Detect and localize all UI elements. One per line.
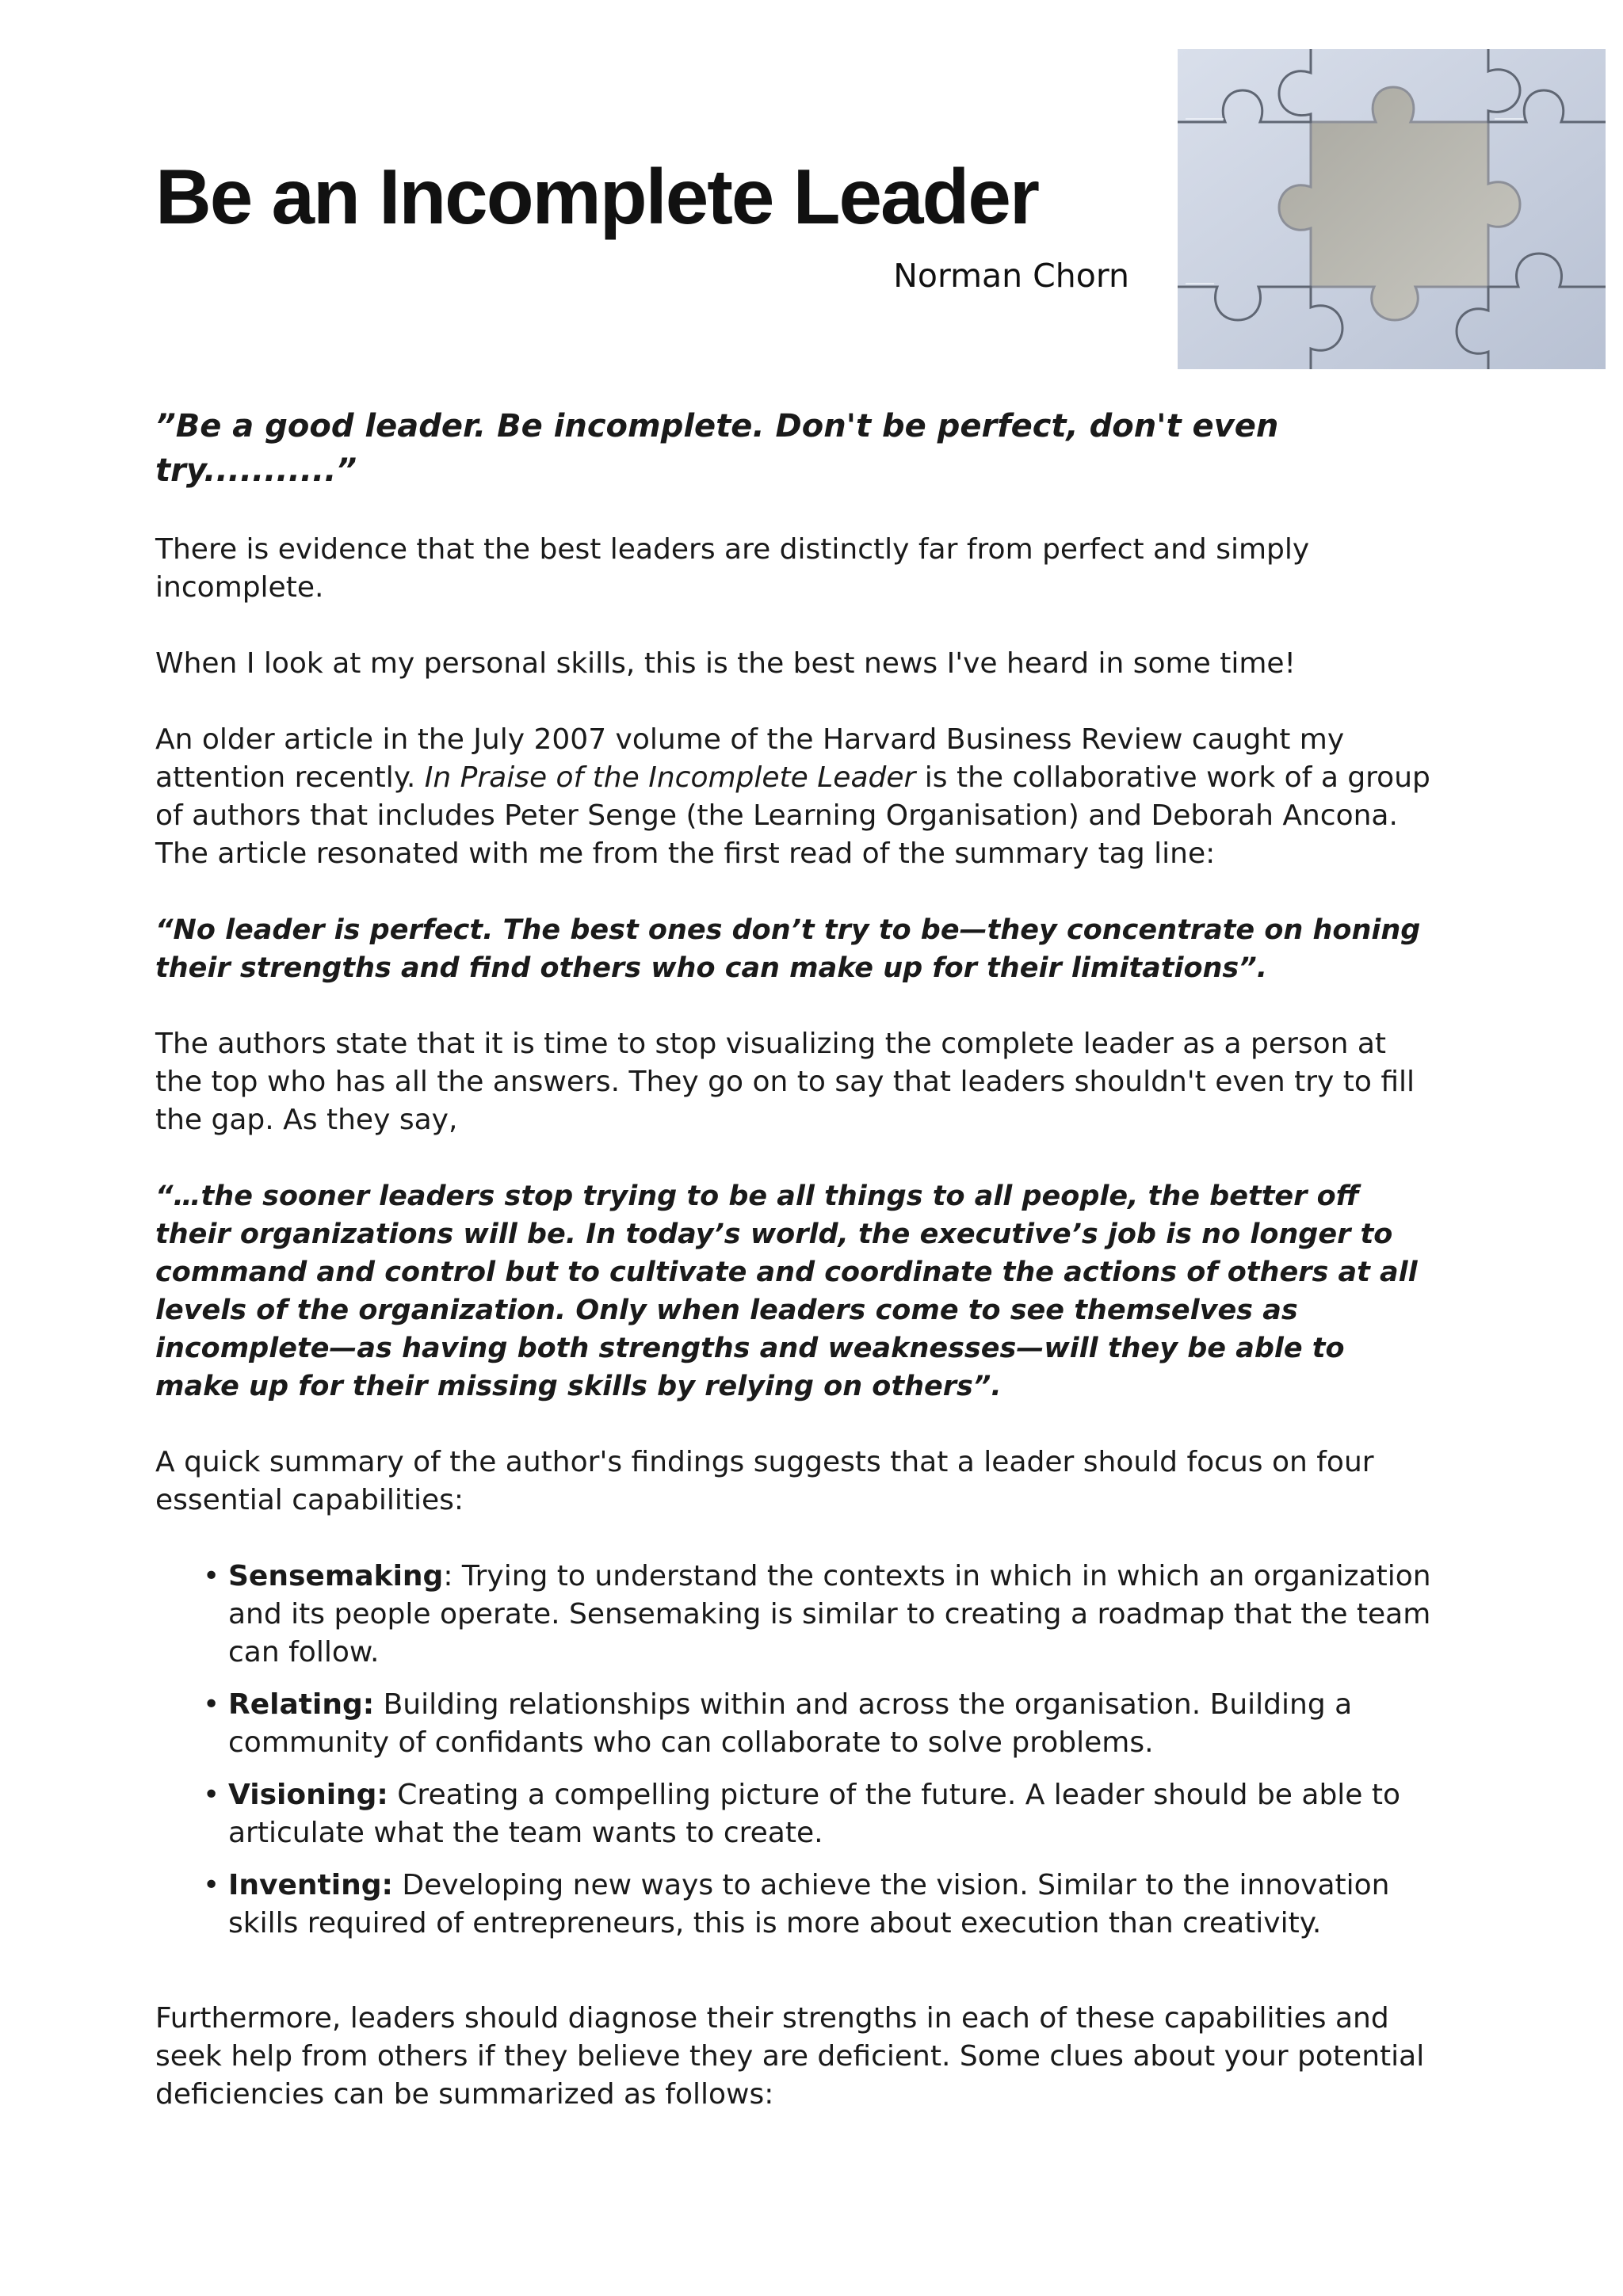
paragraph-3: [155, 721, 1431, 873]
capability-desc: Building relationships within and across the organisation. Building a community of confidants who can collaborate to solve problems.: [228, 1688, 1353, 1759]
capability-term: Visioning:: [228, 1779, 388, 1811]
capability-desc: Developing new ways to achieve the vision. Similar to the innovation skills required of entrepreneurs, this is more about execution than creativity.: [228, 1869, 1390, 1939]
article-body: [155, 404, 1431, 2152]
list-item: [228, 1776, 1431, 1852]
authors-quote: “…the sooner leaders stop trying to be all things to all people, the better off their organizations will be. In today’s world, the executive’s job is no longer to command and control but to cultivate and coordinate the actions of others at all levels of the organization. Only when leaders come to see themselves as incomplete—as having both strengths and weaknesses—will they be able to make up for their missing skills by relying on others”.: [155, 1180, 1418, 1402]
capability-term: Inventing:: [228, 1869, 393, 1901]
list-item: • Sensemaking: Trying to understand the contexts in which in which an organization and its people operate. Sensemaking is similar to creating a roadmap that the team can follow.: [228, 1558, 1431, 1672]
capability-term: Sensemaking: [228, 1560, 444, 1592]
article-author: Norman Chorn: [893, 257, 1129, 295]
capabilities-list: [155, 1558, 1431, 1943]
paragraph-5: A quick summary of the author's findings suggests that a leader should focus on four essential capabilities:: [155, 1446, 1374, 1516]
paragraph-3-end: is the collaborative work of a group of authors that includes Peter Senge (the Learning Organisation) and Deborah Ancona. The article resonated with me from the first read of the summary tag line:: [155, 761, 1430, 870]
paragraph-2: When I look at my personal skills, this is the best news I've heard in some time!: [155, 647, 1296, 680]
summary-quote: “No leader is perfect. The best ones don’t try to be—they concentrate on honing their strengths and find others who can make up for their limitations”.: [155, 914, 1421, 984]
list-item: [228, 1686, 1431, 1762]
capability-term: Relating:: [228, 1688, 375, 1721]
capability-desc: Trying to understand the contexts in which in which an organization and its people operate. Sensemaking is similar to creating a roadmap that the team can follow.: [228, 1560, 1431, 1669]
puzzle-image: [1178, 49, 1606, 369]
paragraph-4: The authors state that it is time to stop visualizing the complete leader as a person at the top who has all the answers. They go on to say that leaders shouldn't even try to fill the gap. As they say,: [155, 1028, 1415, 1136]
spacer: [155, 1981, 1431, 2000]
paragraph-3-start: An older article in the July 2007 volume of the Harvard Business Review caught my attention recently.: [155, 723, 1345, 794]
article-reference-title: In Praise of the Incomplete Leader: [424, 761, 916, 794]
paragraph-1: There is evidence that the best leaders are distinctly far from perfect and simply incomplete.: [155, 533, 1310, 604]
paragraph-6: Furthermore, leaders should diagnose their strengths in each of these capabilities and seek help from others if they believe they are deficient. Some clues about your potential deficiencies can be summarized as follows:: [155, 2002, 1425, 2111]
article-title: Be an Incomplete Leader: [155, 153, 1039, 240]
list-item: [228, 1867, 1431, 1943]
capability-desc: Creating a compelling picture of the future. A leader should be able to articulate what the team wants to create.: [228, 1779, 1401, 1849]
lead-quote: ”Be a good leader. Be incomplete. Don't be perfect, don't even try...........”: [155, 408, 1279, 489]
